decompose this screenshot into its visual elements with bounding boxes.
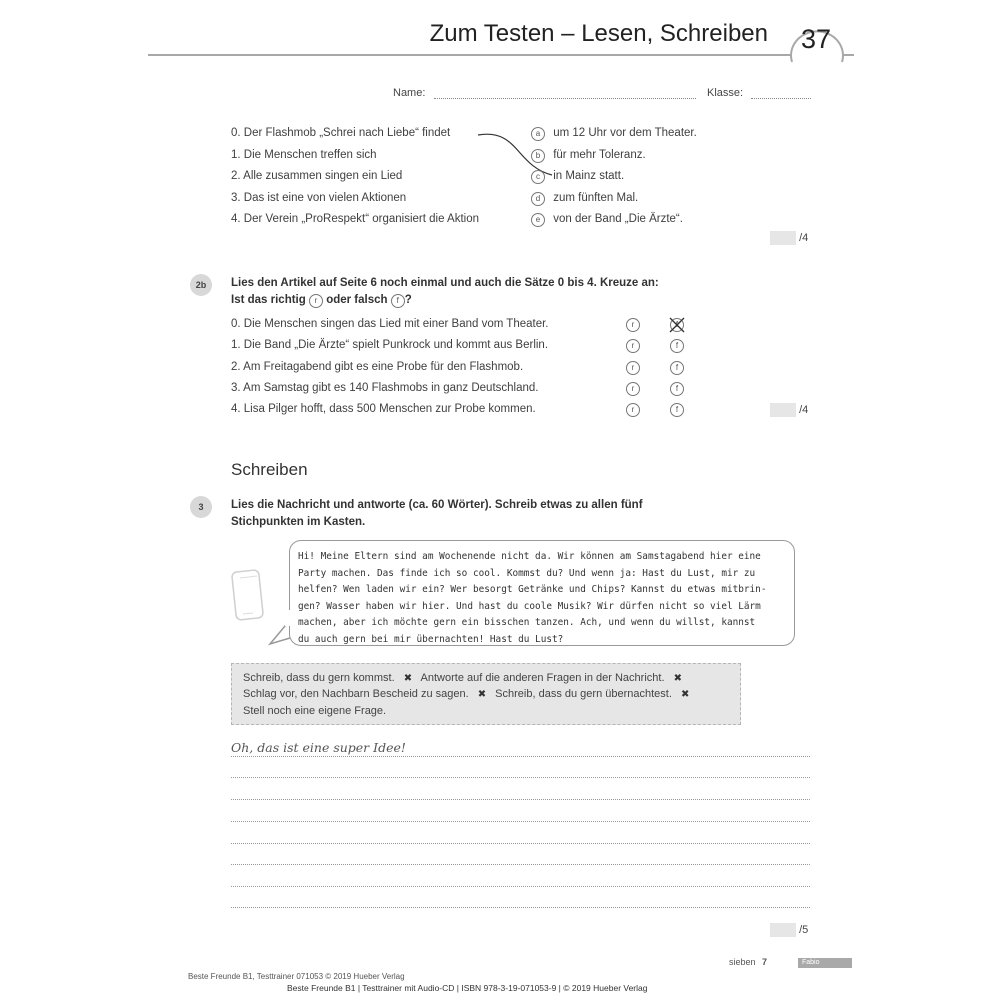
match-left-3: 3. Das ist eine von vielen Aktionen: [231, 192, 407, 204]
footer-page-label: sieben 7: [729, 957, 768, 967]
richtig-checkbox-2[interactable]: r: [626, 361, 640, 375]
match-right-a[interactable]: [531, 127, 697, 141]
match-right-e[interactable]: [531, 213, 683, 227]
option-a-circle: a: [531, 127, 545, 141]
option-e-circle: e: [531, 213, 545, 227]
statement-2: 2. Am Freitagabend gibt es eine Probe für den Flashmob.: [231, 361, 524, 373]
statement-0: 0. Die Menschen singen das Lied mit einer Band vom Theater.: [231, 318, 549, 330]
task-3-instruction: Lies die Nachricht und antworte (ca. 60 Wörter). Schreib etwas zu allen fünf Stichpunkten im Kasten.: [231, 499, 643, 528]
hint-item: Schlag vor, den Nachbarn Bescheid zu sagen. ✖ Schreib, dass du gern übernachtest. ✖: [243, 688, 690, 700]
statement-1: 1. Die Band „Die Ärzte“ spielt Punkrock und kommt aus Berlin.: [231, 339, 549, 351]
falsch-icon: f: [391, 294, 405, 308]
match-right-e-text: von der Band „Die Ärzte“.: [553, 213, 683, 225]
option-d-circle: d: [531, 192, 545, 206]
task-badge-3: 3: [190, 496, 212, 518]
statement-4: 4. Lisa Pilger hofft, dass 500 Menschen zur Probe kommen.: [231, 403, 536, 415]
cross-mark-icon: [668, 316, 686, 334]
option-b-circle: b: [531, 149, 545, 163]
bubble-tail-cover: [285, 610, 295, 626]
score-blank[interactable]: [770, 403, 796, 417]
writing-line[interactable]: [231, 821, 810, 822]
task-badge-2b: 2b: [190, 274, 212, 296]
task-2b-instruction: Lies den Artikel auf Seite 6 noch einmal und auch die Sätze 0 bis 4. Kreuze an: Ist das richtig r oder falsch f ?: [231, 277, 659, 306]
class-field[interactable]: [751, 98, 811, 99]
match-right-c-text: in Mainz statt.: [553, 170, 625, 182]
falsch-checkbox-1[interactable]: f: [670, 339, 684, 353]
match-right-d[interactable]: [531, 192, 638, 206]
class-label: Klasse:: [707, 87, 744, 99]
hint-item: Stell noch eine eigene Frage.: [243, 705, 387, 717]
match-right-a-text: um 12 Uhr vor dem Theater.: [553, 127, 697, 139]
falsch-checkbox-2[interactable]: f: [670, 361, 684, 375]
writing-line[interactable]: [231, 756, 810, 757]
writing-line[interactable]: [231, 777, 810, 778]
smartphone-icon: [231, 568, 265, 624]
name-label: Name:: [393, 87, 426, 99]
footer-copyright-small: Beste Freunde B1, Testtrainer 071053 © 2019 Hueber Verlag: [188, 972, 405, 981]
section-title-schreiben: Schreiben: [231, 460, 308, 479]
bullet-x-icon: ✖: [477, 689, 487, 700]
header-rule: [148, 54, 854, 56]
richtig-checkbox-1[interactable]: r: [626, 339, 640, 353]
page-title: Zum Testen – Lesen, Schreiben: [429, 20, 768, 47]
falsch-checkbox-3[interactable]: f: [670, 382, 684, 396]
statement-3: 3. Am Samstag gibt es 140 Flashmobs in ganz Deutschland.: [231, 382, 539, 394]
writing-line[interactable]: [231, 799, 810, 800]
writing-line[interactable]: [231, 864, 810, 865]
match-left-2: 2. Alle zusammen singen ein Lied: [231, 170, 403, 182]
footer-copyright: Beste Freunde B1 | Testtrainer mit Audio-CD | ISBN 978-3-19-071053-9 | © 2019 Hueber Verlag: [287, 983, 648, 993]
match-left-4: 4. Der Verein „ProRespekt“ organisiert die Aktion: [231, 213, 480, 225]
writing-line[interactable]: [231, 907, 810, 908]
bullet-x-icon: ✖: [673, 673, 682, 684]
score-matching: /4: [770, 231, 808, 245]
match-right-c[interactable]: [531, 170, 624, 184]
match-left-0: 0. Der Flashmob „Schrei nach Liebe“ findet: [231, 127, 451, 139]
page-number: 37: [800, 24, 832, 54]
score-3: /5: [770, 923, 808, 937]
match-right-b-text: für mehr Toleranz.: [553, 149, 646, 161]
richtig-checkbox-3[interactable]: r: [626, 382, 640, 396]
bullet-x-icon: ✖: [403, 673, 413, 684]
footer-tag: Fabio: [798, 958, 852, 968]
match-right-d-text: zum fünften Mal.: [553, 192, 639, 204]
score-blank[interactable]: [770, 231, 796, 245]
score-2b: /4: [770, 403, 808, 417]
match-right-b[interactable]: [531, 149, 646, 163]
richtig-checkbox-0[interactable]: r: [626, 318, 640, 332]
writing-line[interactable]: [231, 886, 810, 887]
match-left-1: 1. Die Menschen treffen sich: [231, 149, 377, 161]
score-blank[interactable]: [770, 923, 796, 937]
name-field[interactable]: [434, 98, 696, 99]
writing-line[interactable]: [231, 843, 810, 844]
richtig-checkbox-4[interactable]: r: [626, 403, 640, 417]
message-text: Hi! Meine Eltern sind am Wochenende nicht da. Wir können am Samstagabend hier eine Party machen. Das finde ich so cool. Kommst du? Und wenn ja: Hast du Lust, mir zu helfen? Wen laden wir ein? Wer besorgt Getränke und Chips? Kannst du etwas mitbrin- gen? Wasser haben wir hier. Und hast du coole Musik? Wir dürfen nicht so viel Lärm machen, aber ich möchte gern ein bisschen tanzen. Ach, und wenn du willst, kannst du auch gern bei mir übernachten! Hast du Lust?: [298, 551, 767, 645]
option-c-circle: c: [531, 170, 545, 184]
hint-item: Schreib, dass du gern kommst. ✖ Antworte auf die anderen Fragen in der Nachricht. ✖: [243, 672, 682, 684]
bullet-x-icon: ✖: [680, 689, 690, 700]
handwritten-answer: Oh, das ist eine super Idee!: [231, 740, 406, 755]
richtig-icon: r: [309, 294, 323, 308]
falsch-checkbox-4[interactable]: f: [670, 403, 684, 417]
